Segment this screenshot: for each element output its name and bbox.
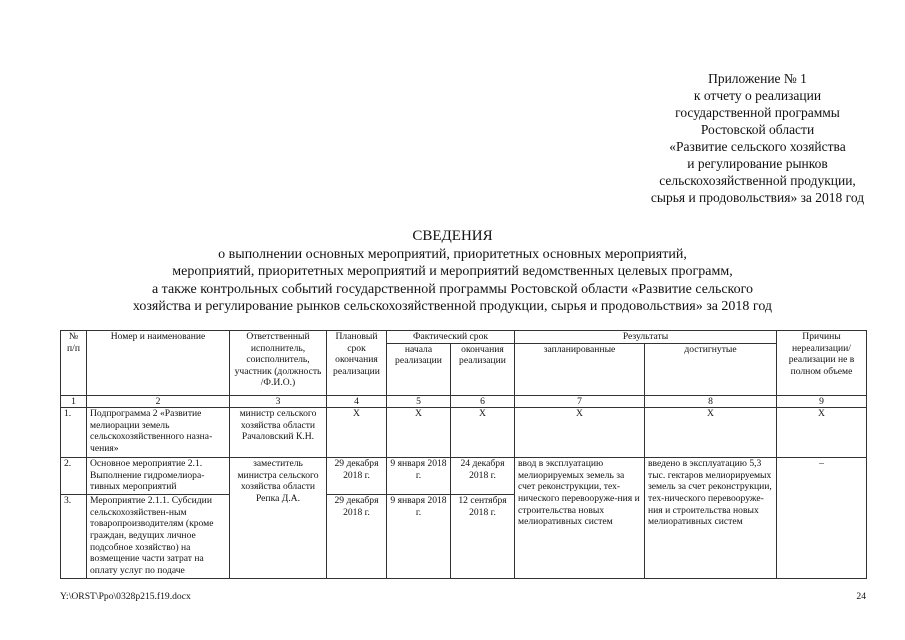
header-results: Результаты xyxy=(515,331,777,344)
row-planned-end: 29 декабря 2018 г. xyxy=(327,458,387,495)
title-line: мероприятий, приоритетных мероприятий и мероприятий ведомственных целевых программ, xyxy=(172,264,733,279)
table-row xyxy=(61,458,867,495)
row-achieved: введено в эксплуатацию 5,3 тыс. гектаров мелиорируемых земель за счет реконструкции, тех-нического перевооруже-ния и строительства новых мелиоративных систем xyxy=(645,458,777,579)
table-row xyxy=(61,408,867,458)
document-title xyxy=(0,228,905,316)
title-heading: СВЕДЕНИЯ xyxy=(412,228,493,244)
header-actual-start: начала реализации xyxy=(387,343,451,395)
header-planned-end: Плановый срок окончания реализации xyxy=(327,331,387,396)
col-number: 6 xyxy=(451,395,515,408)
row-planned-end: 29 декабря 2018 г. xyxy=(327,495,387,579)
row-actual-start: 9 января 2018 г. xyxy=(387,495,451,579)
row-planned: Х xyxy=(515,408,645,458)
title-line: а также контрольных событий государственной программы Ростовской области «Развитие сельского xyxy=(151,281,754,297)
col-number: 2 xyxy=(87,395,230,408)
row-responsible: заместитель министра сельского хозяйства области Репка Д.А. xyxy=(230,458,327,579)
page-number: 24 xyxy=(856,591,866,602)
row-actual-start: 9 января 2018 г. xyxy=(387,458,451,495)
row-responsible: министр сельского хозяйства области Рачаловский К.Н. xyxy=(230,408,327,458)
appendix-line: к отчету о реализации xyxy=(693,88,822,103)
footer-file-path: Y:\ORST\Ppo\0328p215.f19.docx xyxy=(60,591,191,602)
row-actual-end: Х xyxy=(451,408,515,458)
row-achieved: Х xyxy=(645,408,777,458)
header-name: Номер и наименование xyxy=(87,331,230,396)
col-number: 4 xyxy=(327,395,387,408)
title-line: о выполнении основных мероприятий, приоритетных основных мероприятий, xyxy=(218,246,687,262)
row-num: 3. xyxy=(61,495,87,579)
row-name: Основное мероприятие 2.1. Выполнение гидромелиора-тивных мероприятий xyxy=(87,458,230,495)
col-number: 7 xyxy=(515,395,645,408)
header-responsible: Ответственный исполнитель, соисполнитель, участник (должность /Ф.И.О.) xyxy=(230,331,327,396)
appendix-line: «Развитие сельского хозяйства xyxy=(669,139,846,154)
col-number: 1 xyxy=(61,395,87,408)
row-reasons: – xyxy=(777,458,867,579)
appendix-line: и регулирование рынков xyxy=(687,156,828,171)
row-name: Мероприятие 2.1.1. Субсидии сельскохозяйствен-ным товаропроизводителям (кроме граждан, ведущих личное подсобное хозяйство) на возмещение части затрат на оплату услуг по подаче xyxy=(87,495,230,579)
appendix-block xyxy=(600,70,905,206)
appendix-line: государственной программы xyxy=(675,105,840,120)
row-actual-start: Х xyxy=(387,408,451,458)
row-actual-end: 24 декабря 2018 г. xyxy=(451,458,515,495)
col-number: 8 xyxy=(645,395,777,408)
row-num: 2. xyxy=(61,458,87,495)
appendix-line: сырья и продовольствия» за 2018 год xyxy=(650,190,865,205)
row-planned: ввод в эксплуатацию мелиорируемых земель за счет реконструкции, тех-нического перевооруже-ния и строительства новых мелиоративных систем xyxy=(515,458,645,579)
header-reasons: Причины нереализации/ реализации не в полном объеме xyxy=(777,331,867,396)
col-number: 5 xyxy=(387,395,451,408)
header-actual-end: окончания реализации xyxy=(451,343,515,395)
header-actual: Фактический срок xyxy=(387,331,515,344)
appendix-line: Приложение № 1 xyxy=(708,71,807,86)
row-planned-end: Х xyxy=(327,408,387,458)
row-name: Подпрограмма 2 «Развитие мелиорации земель сельскохозяйственного назна-чения» xyxy=(87,408,230,458)
header-planned: запланированные xyxy=(515,343,645,395)
col-number: 3 xyxy=(230,395,327,408)
appendix-line: Ростовской области xyxy=(700,122,815,137)
results-table xyxy=(60,330,867,579)
header-achieved: достигнутые xyxy=(645,343,777,395)
header-num: № п/п xyxy=(61,331,87,396)
row-actual-end: 12 сентября 2018 г. xyxy=(451,495,515,579)
appendix-line: сельскохозяйственной продукции, xyxy=(659,173,856,188)
row-reasons: Х xyxy=(777,408,867,458)
col-number: 9 xyxy=(777,395,867,408)
row-num: 1. xyxy=(61,408,87,458)
title-line: хозяйства и регулирование рынков сельскохозяйственной продукции, сырья и продовольствия» за 2018 год xyxy=(132,299,773,314)
